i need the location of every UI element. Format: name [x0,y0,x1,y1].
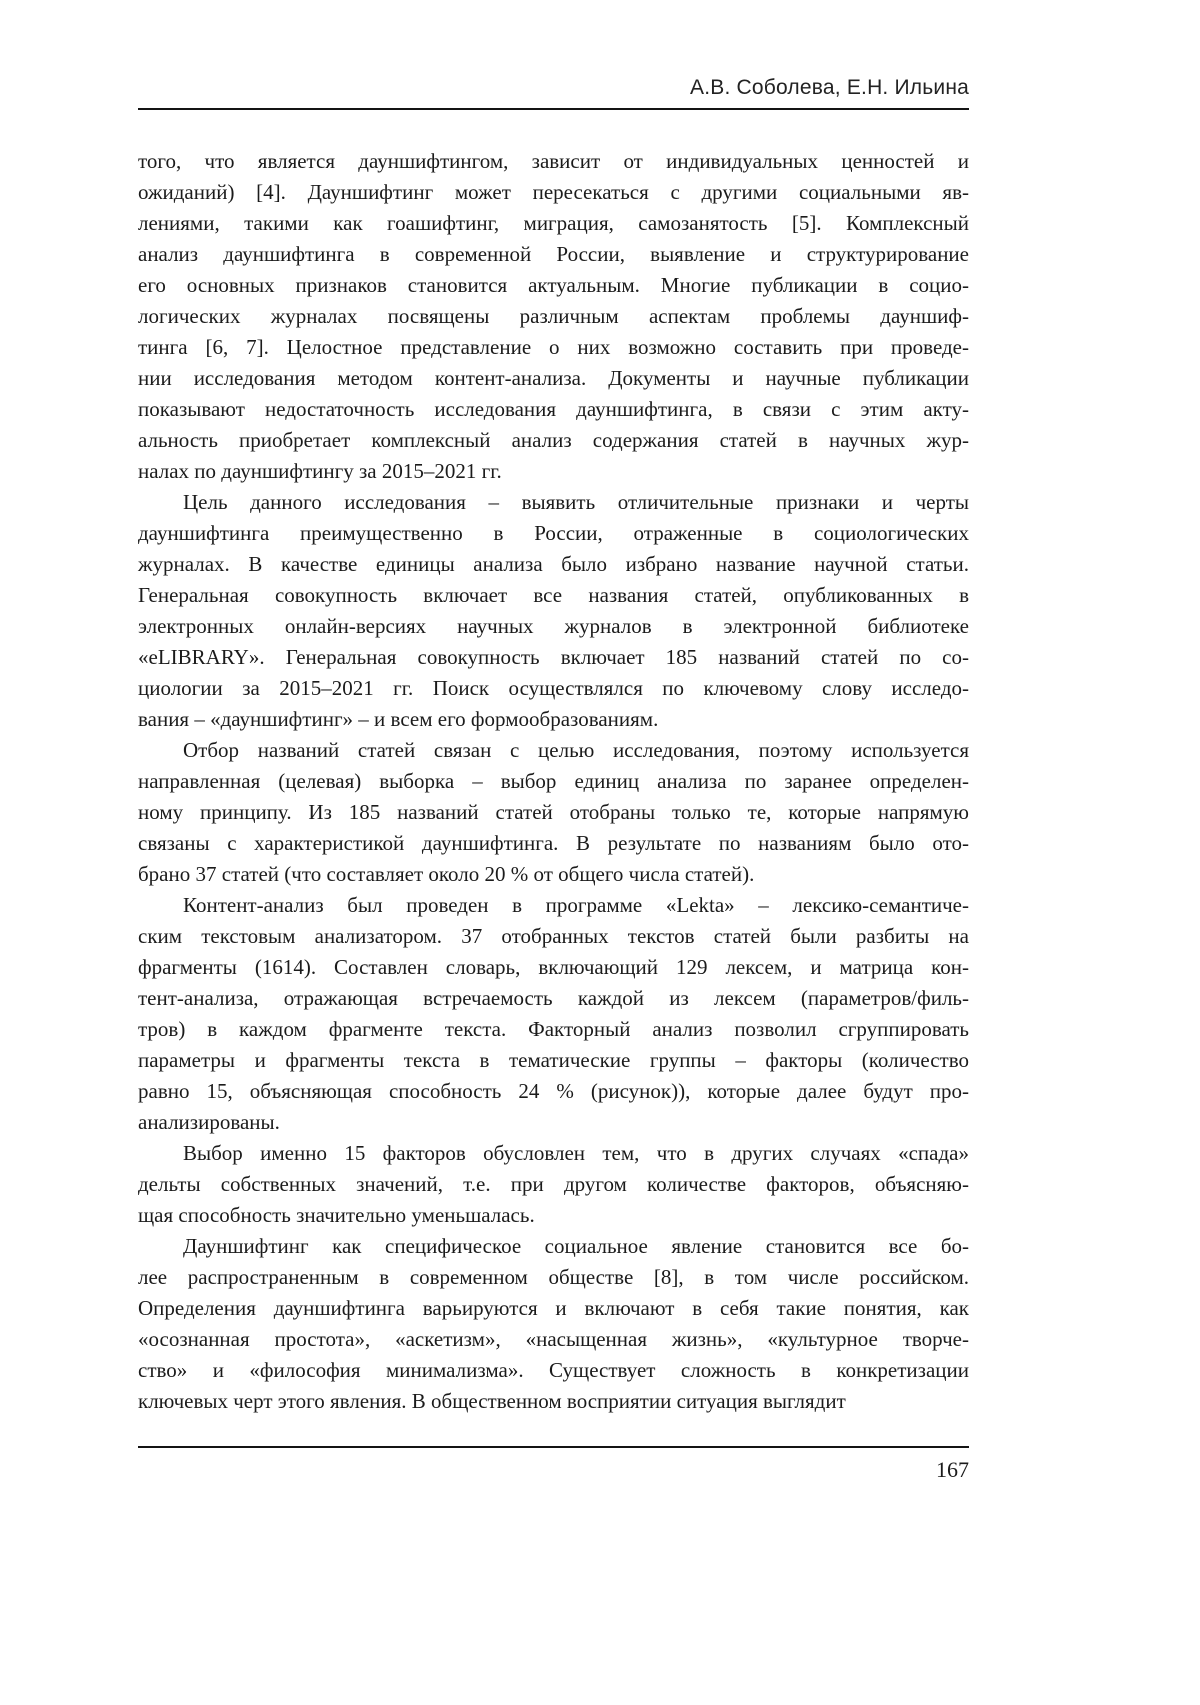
page-header [138,76,969,110]
page-footer [138,1446,969,1483]
text-line: Контент-анализ был проведен в программе «Lekta» – лексико-семантиче- [183,893,969,917]
text-line: анализ дауншифтинга в современной России, выявление и структурирование [138,242,969,266]
text-line: нии исследования методом контент-анализа. Документы и научные публикации [138,366,969,390]
running-head-authors: А.В. Соболева, Е.Н. Ильина [690,76,969,99]
text-line: циологии за 2015–2021 гг. Поиск осуществлялся по ключевому слову исследо- [138,676,969,700]
text-line: связаны с характеристикой дауншифтинга. В результате по названиям было ото- [138,831,969,855]
text-line: дельты собственных значений, т.е. при другом количестве факторов, объясняю- [138,1172,969,1196]
text-line: вания – «дауншифтинг» – и всем его формообразованиям. [138,707,659,731]
text-line: Отбор названий статей связан с целью исследования, поэтому используется [183,738,969,762]
text-line: логических журналах посвящены различным аспектам проблемы дауншиф- [138,304,969,328]
text-line: Дауншифтинг как специфическое социальное явление становится все бо- [183,1234,969,1258]
text-line: альность приобретает комплексный анализ содержания статей в научных жур- [138,428,969,452]
text-line: «осознанная простота», «аскетизм», «насыщенная жизнь», «культурное творче- [138,1327,969,1351]
paragraph [138,146,969,487]
text-line: его основных признаков становится актуальным. Многие публикации в социо- [138,273,969,297]
text-line: журналах. В качестве единицы анализа было избрано название научной статьи. [138,552,969,576]
text-line: лее распространенным в современном обществе [8], в том числе российском. [138,1265,969,1289]
text-line: равно 15, объясняющая способность 24 % (рисунок)), которые далее будут про- [138,1079,969,1103]
text-line: лениями, такими как гоашифтинг, миграция, самозанятость [5]. Комплексный [138,211,969,235]
text-line: ство» и «философия минимализма». Существует сложность в конкретизации [138,1358,969,1382]
text-line: показывают недостаточность исследования дауншифтинга, в связи с этим акту- [138,397,969,421]
text-line: Генеральная совокупность включает все названия статей, опубликованных в [138,583,969,607]
text-line: фрагменты (1614). Составлен словарь, включающий 129 лексем, и матрица кон- [138,955,969,979]
text-line: анализированы. [138,1110,280,1134]
text-line: Выбор именно 15 факторов обусловлен тем, что в других случаях «спада» [183,1141,969,1165]
text-line: тинга [6, 7]. Целостное представление о них возможно составить при проведе- [138,335,969,359]
text-line: ному принципу. Из 185 названий статей отобраны только те, которые напрямую [138,800,969,824]
text-line: направленная (целевая) выборка – выбор единиц анализа по заранее определен- [138,769,969,793]
text-line: ожиданий) [4]. Дауншифтинг может пересекаться с другими социальными яв- [138,180,969,204]
paragraph [138,735,969,890]
text-line: ключевых черт этого явления. В общественном восприятии ситуация выглядит [138,1389,846,1413]
paragraph [138,1231,969,1417]
text-line: тент-анализа, отражающая встречаемость каждой из лексем (параметров/филь- [138,986,969,1010]
text-line: того, что является дауншифтингом, зависит от индивидуальных ценностей и [138,149,969,173]
page-body [138,146,969,1417]
text-line: параметры и фрагменты текста в тематические группы – факторы (количество [138,1048,969,1072]
text-line: Определения дауншифтинга варьируются и включают в себя такие понятия, как [138,1296,969,1320]
text-line: брано 37 статей (что составляет около 20 % от общего числа статей). [138,862,755,886]
paragraph [138,1138,969,1231]
text-line: ским текстовым анализатором. 37 отобранных текстов статей были разбиты на [138,924,969,948]
text-line: налах по дауншифтингу за 2015–2021 гг. [138,459,502,483]
paragraph [138,487,969,735]
page-number: 167 [936,1457,969,1482]
text-line: щая способность значительно уменьшалась. [138,1203,535,1227]
text-line: Цель данного исследования – выявить отличительные признаки и черты [183,490,969,514]
text-line: дауншифтинга преимущественно в России, отраженные в социологических [138,521,969,545]
text-line: «eLIBRARY». Генеральная совокупность включает 185 названий статей по со- [138,645,969,669]
paragraph [138,890,969,1138]
header-rule [138,108,969,110]
text-line: электронных онлайн-версиях научных журналов в электронной библиотеке [138,614,969,638]
text-line: тров) в каждом фрагменте текста. Факторный анализ позволил сгруппировать [138,1017,969,1041]
